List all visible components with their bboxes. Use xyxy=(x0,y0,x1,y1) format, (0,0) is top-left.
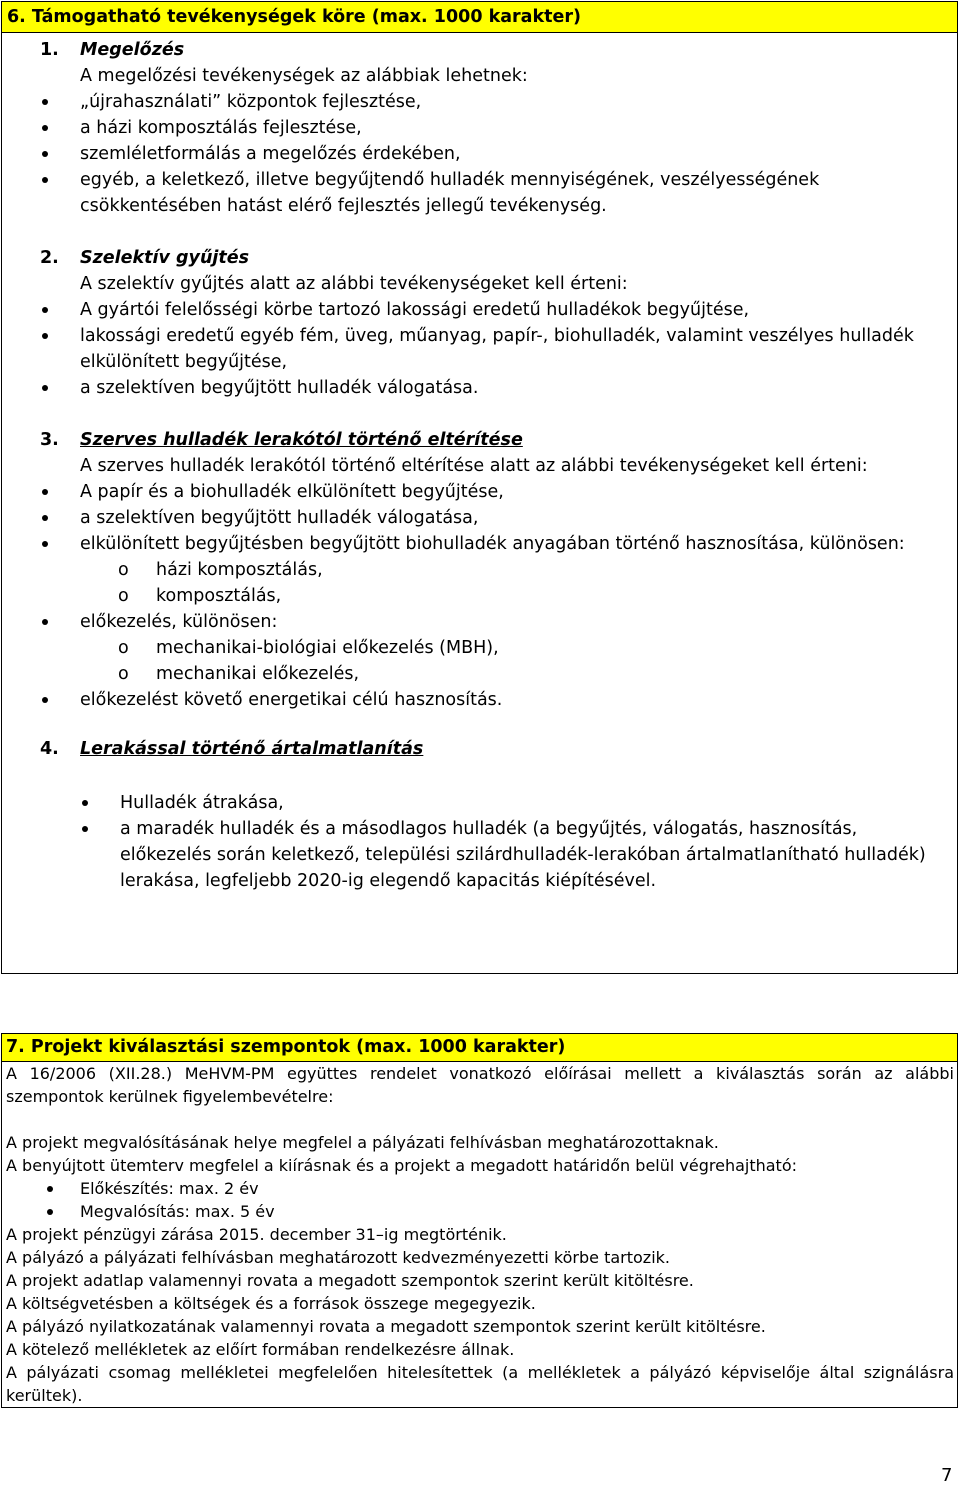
sub-list-item: o komposztálás, xyxy=(156,583,957,609)
subsection-title: 1. Megelőzés xyxy=(40,40,185,60)
subsection-landfill-disposal xyxy=(40,736,957,894)
bullet-list xyxy=(80,687,957,713)
list-item: A gyártói felelősségi körbe tartozó lakossági eredetű hulladékok begyűjtése, xyxy=(80,297,957,323)
criterion-text: A projekt adatlap valamennyi rovata a megadott szempontok szerint került kitöltésre. xyxy=(6,1271,694,1290)
list-item: egyéb, a keletkező, illetve begyűjtendő hulladék mennyiségének, veszélyességének csökkentésében hatást elérő fejlesztés jellegű tevékenység. xyxy=(80,167,957,219)
list-item: „újrahasználati” központok fejlesztése, xyxy=(80,89,957,115)
subsection-title: 4. Lerakással történő ártalmatlanítás xyxy=(40,739,424,759)
bullet-list xyxy=(80,297,957,401)
list-item: előkezelést követő energetikai célú hasznosítás. xyxy=(80,687,957,713)
criterion-text: A benyújtott ütemterv megfelel a kiírásnak és a projekt a megadott határidőn belül végrehajtható: xyxy=(6,1156,797,1175)
circle-bullet-icon: o xyxy=(118,664,129,684)
list-item: a maradék hulladék és a másodlagos hulladék (a begyűjtés, válogatás, hasznosítás, előkezelés során keletkező, települési szilárdhulladék-lerakóban ártalmatlanítható hulladék) lerakása, legfeljebb 2020-ig elegendő kapacitás kiépítésével. xyxy=(120,816,957,894)
sub-list xyxy=(80,557,957,609)
list-item: a házi komposztálás fejlesztése, xyxy=(80,115,957,141)
section-6-header: 6. Támogatható tevékenységek köre (max. 1000 karakter) xyxy=(2,2,957,33)
bullet-list xyxy=(80,89,957,219)
subsection-prevention xyxy=(40,37,957,219)
criterion-text: A költségvetésben a költségek és a források összege megegyezik. xyxy=(6,1294,536,1313)
bullet-list xyxy=(6,1177,954,1223)
subsection-title: 2. Szelektív gyűjtés xyxy=(40,248,250,268)
criterion-text: A projekt pénzügyi zárása 2015. december 31–ig megtörténik. xyxy=(6,1225,507,1244)
criterion-text: A projekt megvalósításának helye megfelel a pályázati felhívásban meghatározottaknak. xyxy=(6,1133,719,1152)
sub-list-item: o házi komposztálás, xyxy=(156,557,957,583)
bullet-list xyxy=(40,790,957,894)
list-item: Előkészítés: max. 2 év xyxy=(80,1177,954,1200)
subsection-title: 3. Szerves hulladék lerakótól történő eltérítése xyxy=(40,430,523,450)
sub-list-item: o mechanikai-biológiai előkezelés (MBH), xyxy=(156,635,957,661)
criterion-text: A pályázó nyilatkozatának valamennyi rovata a megadott szempontok szerint került kitöltésre. xyxy=(6,1317,766,1336)
list-item: Hulladék átrakása, xyxy=(120,790,957,816)
page-number: 7 xyxy=(941,1465,953,1486)
criterion-text: A kötelező mellékletek az előírt formában rendelkezésre állnak. xyxy=(6,1340,515,1359)
list-item: szemléletformálás a megelőzés érdekében, xyxy=(80,141,957,167)
subsection-intro: A megelőzési tevékenységek az alábbiak lehetnek: xyxy=(80,66,528,86)
list-item: előkezelés, különösen: xyxy=(80,609,957,635)
section-7-intro: A 16/2006 (XII.28.) MeHVM-PM együttes rendelet vonatkozó előírásai mellett a kiválasztás során az alábbi szempontok kerülnek figyelembevételre: xyxy=(6,1064,954,1106)
subsection-organic-diversion xyxy=(40,427,957,713)
list-item: a szelektíven begyűjtött hulladék válogatása. xyxy=(80,375,957,401)
section-6-content xyxy=(2,33,957,894)
section-7-box xyxy=(1,1033,958,1408)
list-item: lakossági eredetű egyéb fém, üveg, műanyag, papír-, biohulladék, valamint veszélyes hulladék elkülönített begyűjtése, xyxy=(80,323,957,375)
list-item: Megvalósítás: max. 5 év xyxy=(80,1200,954,1223)
section-7-header: 7. Projekt kiválasztási szempontok (max. 1000 karakter) xyxy=(2,1034,957,1062)
list-item: A papír és a biohulladék elkülönített begyűjtése, xyxy=(80,479,957,505)
criterion-text: A pályázó a pályázati felhívásban meghatározott kedvezményezetti körbe tartozik. xyxy=(6,1248,670,1267)
sub-list-item: o mechanikai előkezelés, xyxy=(156,661,957,687)
criterion-text: A pályázati csomag mellékletei megfelelően hitelesítettek (a mellékletek a pályázó képviselője által szignálásra kerültek). xyxy=(6,1363,954,1405)
circle-bullet-icon: o xyxy=(118,586,129,606)
section-7-content xyxy=(2,1062,957,1407)
bullet-list xyxy=(80,479,957,557)
list-item: elkülönített begyűjtésben begyűjtött biohulladék anyagában történő hasznosítása, különösen: xyxy=(80,531,957,557)
list-item: a szelektíven begyűjtött hulladék válogatása, xyxy=(80,505,957,531)
circle-bullet-icon: o xyxy=(118,560,129,580)
sub-list xyxy=(80,635,957,687)
circle-bullet-icon: o xyxy=(118,638,129,658)
bullet-list xyxy=(80,609,957,635)
subsection-intro: A szerves hulladék lerakótól történő eltérítése alatt az alábbi tevékenységeket kell érteni: xyxy=(80,456,868,476)
subsection-selective-collection xyxy=(40,245,957,401)
subsection-intro: A szelektív gyűjtés alatt az alábbi tevékenységeket kell érteni: xyxy=(80,274,628,294)
section-6-box xyxy=(1,1,958,974)
